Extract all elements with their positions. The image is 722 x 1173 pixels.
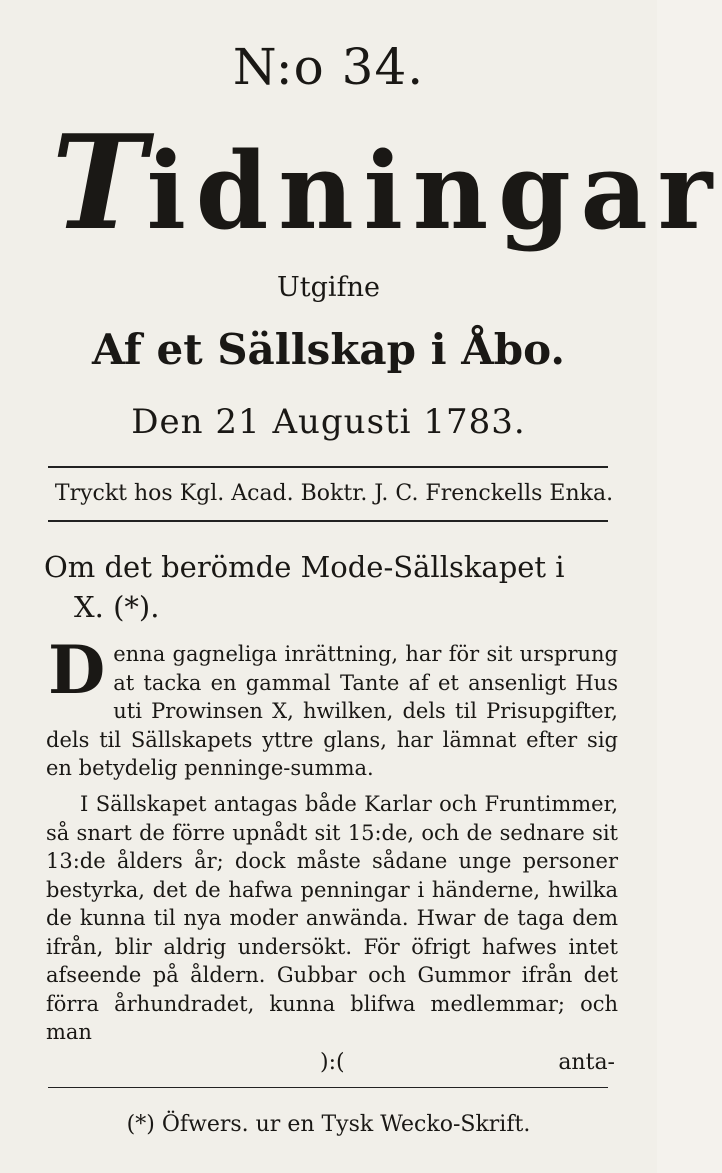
masthead-initial: T bbox=[51, 106, 147, 259]
catchword: anta- bbox=[558, 1050, 615, 1075]
subtitle-line2: Af et Sällskap i Åbo. bbox=[91, 325, 566, 374]
printer-rule bbox=[48, 520, 608, 522]
top-rule bbox=[48, 466, 608, 468]
heading-line1: Om det berömde Mode-Sällskapet i bbox=[44, 550, 565, 584]
issue-number: N:o 34. bbox=[232, 38, 425, 96]
article-heading bbox=[44, 547, 619, 627]
paragraph-1 bbox=[46, 631, 618, 783]
footnote-rule bbox=[48, 1087, 608, 1088]
issue-date: Den 21 Augusti 1783. bbox=[131, 402, 526, 442]
masthead-title bbox=[51, 106, 722, 259]
heading-line2: X. (*). bbox=[74, 590, 160, 624]
drop-cap: D bbox=[48, 631, 106, 709]
footnote: (*) Öfwers. ur en Tysk Wecko-Skrift. bbox=[126, 1112, 531, 1137]
subtitle-line1: Utgifne bbox=[277, 272, 380, 303]
printer-line: Tryckt hos Kgl. Acad. Boktr. J. C. Frenckells Enka. bbox=[54, 481, 614, 506]
paragraph-1-text: enna gagneliga inrättning, har för sit ursprung at tacka en gammal Tante af et ansenligt Hus uti Prowinsen X, hwilken, dels til Prisupgifter, dels til Sällskapets yttre glans, har lämnat efter sig en betydelig penninge-summa. bbox=[46, 642, 618, 780]
paragraph-2: I Sällskapet antagas både Karlar och Fruntimmer, så snart de förre upnådt sit 15:de, och de sednare sit 13:de ålders år; dock måste sådane unge personer bestyrka, det de hafwa penningar i händerne, hwilka de kunna til nya moder anwända. Hwar de taga dem ifrån, blir aldrig undersökt. För öfrigt hafwes intet afseende på åldern. Gubbar och Gummor ifrån det förra århundradet, kunna blifwa medlemmar; och man bbox=[46, 792, 618, 1044]
page-signature: ):( bbox=[320, 1050, 345, 1075]
masthead-rest: idningar bbox=[146, 128, 722, 253]
